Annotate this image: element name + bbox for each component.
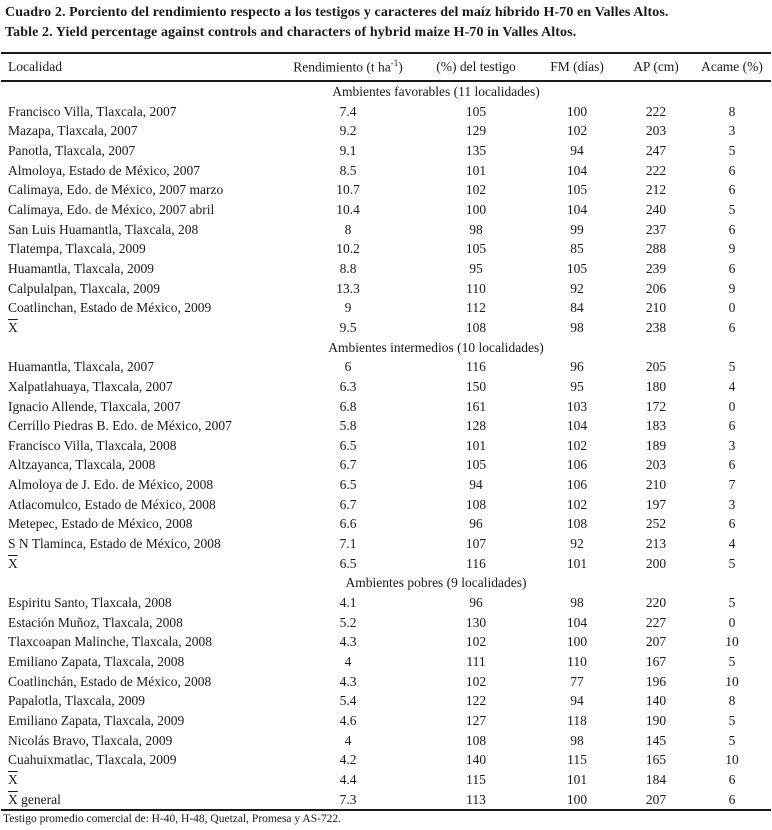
- value-cell: 94: [570, 142, 584, 158]
- table-row: [1, 534, 771, 554]
- value-cell: 6.6: [339, 516, 357, 532]
- value-cell: 0: [728, 398, 736, 414]
- value-cell: 222: [645, 103, 667, 119]
- value-cell: 4.3: [339, 634, 357, 650]
- value-cell: 103: [566, 398, 588, 414]
- col-ap-cm: AP (cm): [619, 53, 693, 81]
- value-cell: 4.1: [339, 595, 357, 611]
- localidad-cell: Huamantla, Tlaxcala, 2007: [8, 359, 154, 375]
- table-caption: [0, 0, 772, 43]
- localidad-cell: S N Tlaminca, Estado de México, 2008: [8, 536, 221, 552]
- value-cell: 3: [728, 437, 736, 453]
- value-cell: 122: [465, 693, 487, 709]
- section-header-row: [1, 573, 771, 593]
- value-cell: 7.4: [339, 103, 357, 119]
- table-row: [1, 357, 771, 377]
- value-cell: 8.5: [339, 162, 357, 178]
- value-cell: 212: [645, 182, 667, 198]
- localidad-cell: Espiritu Santo, Tlaxcala, 2008: [8, 595, 172, 611]
- value-cell: 5.2: [339, 614, 357, 630]
- value-cell: 4.3: [339, 673, 357, 689]
- value-cell: 10: [725, 673, 739, 689]
- table-row: [1, 180, 771, 200]
- value-cell: 210: [645, 300, 667, 316]
- mean-value-cell: 101: [566, 555, 588, 571]
- mean-row: [1, 770, 771, 790]
- mean-label-cell: [1, 318, 279, 338]
- section-header-label: Ambientes intermedios (10 localidades): [328, 339, 544, 355]
- value-cell: 196: [645, 673, 667, 689]
- mean-value-cell: 207: [645, 791, 667, 807]
- value-cell: 9.2: [339, 123, 357, 139]
- mean-label-suffix: general: [17, 791, 61, 807]
- value-cell: 10.7: [336, 182, 360, 198]
- value-cell: 77: [570, 673, 584, 689]
- localidad-cell: Coatlinchan, Estado de México, 2009: [8, 300, 212, 316]
- mean-value-cell: 7.3: [339, 791, 357, 807]
- value-cell: 128: [465, 418, 487, 434]
- mean-value-cell: 6: [728, 791, 736, 807]
- value-cell: 9.1: [339, 142, 357, 158]
- value-cell: 4.2: [339, 752, 357, 768]
- table-title-english: Table 2. Yield percentage against controls and characters of hybrid maize H-70 in Valles Altos.: [5, 25, 577, 40]
- value-cell: 108: [465, 496, 487, 512]
- value-cell: 130: [465, 614, 487, 630]
- mean-value-cell: 100: [566, 791, 588, 807]
- table-row: [1, 691, 771, 711]
- value-cell: 94: [570, 693, 584, 709]
- value-cell: 108: [465, 732, 487, 748]
- localidad-cell: San Luis Huamantla, Tlaxcala, 208: [8, 221, 199, 237]
- value-cell: 101: [465, 437, 487, 453]
- section-header-label: Ambientes favorables (11 localidades): [332, 84, 540, 99]
- mean-value-cell: 9.5: [339, 319, 357, 335]
- value-cell: 222: [645, 162, 667, 178]
- table-row: [1, 102, 771, 122]
- value-cell: 100: [566, 634, 588, 650]
- table-row: [1, 731, 771, 751]
- value-cell: 150: [465, 378, 487, 394]
- localidad-cell: Atlacomulco, Estado de México, 2008: [8, 496, 216, 512]
- localidad-cell: Xalpatlahuaya, Tlaxcala, 2007: [8, 378, 173, 394]
- value-cell: 3: [728, 496, 736, 512]
- localidad-cell: Coatlinchán, Estado de México, 2008: [8, 673, 212, 689]
- value-cell: 6: [728, 221, 736, 237]
- value-cell: 102: [566, 437, 588, 453]
- table-row: [1, 475, 771, 495]
- value-cell: 96: [469, 595, 483, 611]
- mean-value-cell: 98: [570, 319, 584, 335]
- value-cell: 6.8: [339, 398, 357, 414]
- table-row: [1, 613, 771, 633]
- table-row: [1, 495, 771, 515]
- mean-value-cell: 6: [728, 319, 736, 335]
- value-cell: 102: [465, 673, 487, 689]
- value-cell: 6: [728, 182, 736, 198]
- mean-xbar-symbol: $\overline{X}$: [8, 555, 18, 571]
- value-cell: 239: [645, 260, 667, 276]
- value-cell: 106: [566, 457, 588, 473]
- value-cell: 92: [570, 280, 584, 296]
- col-localidad: Localidad: [1, 53, 279, 81]
- value-cell: 5: [728, 595, 736, 611]
- localidad-cell: Almoloya de J. Edo. de México, 2008: [8, 477, 214, 493]
- mean-label-cell: [1, 790, 279, 810]
- localidad-cell: Ignacio Allende, Tlaxcala, 2007: [8, 398, 181, 414]
- value-cell: 95: [469, 260, 483, 276]
- value-cell: 206: [645, 280, 667, 296]
- value-cell: 7: [728, 477, 736, 493]
- value-cell: 247: [645, 142, 667, 158]
- col-fm-dias: FM (días): [535, 53, 619, 81]
- table-row: [1, 259, 771, 279]
- table-row: [1, 416, 771, 436]
- table-footnote: Testigo promedio comercial de: H-40, H-48, Quetzal, Promesa y AS-722.: [1, 809, 771, 830]
- mean-xbar-symbol: $\overline{X}$: [8, 771, 18, 787]
- table-row: [1, 239, 771, 259]
- value-cell: 6: [728, 457, 736, 473]
- localidad-cell: Cerrillo Piedras B. Edo. de México, 2007: [8, 418, 232, 434]
- value-cell: 4: [344, 654, 352, 670]
- table-header: [1, 53, 771, 81]
- table-row: [1, 377, 771, 397]
- value-cell: 183: [645, 418, 667, 434]
- value-cell: 9: [728, 280, 736, 296]
- mean-label-cell: [1, 770, 279, 790]
- value-cell: 107: [465, 536, 487, 552]
- localidad-cell: Emiliano Zapata, Tlaxcala, 2008: [8, 654, 185, 670]
- value-cell: 6.5: [339, 437, 357, 453]
- value-cell: 135: [465, 142, 487, 158]
- value-cell: 288: [645, 241, 667, 257]
- table-row: [1, 632, 771, 652]
- value-cell: 94: [469, 477, 483, 493]
- value-cell: 5: [728, 654, 736, 670]
- value-cell: 5: [728, 713, 736, 728]
- value-cell: 108: [566, 516, 588, 532]
- value-cell: 6: [728, 516, 736, 532]
- value-cell: 100: [566, 103, 588, 119]
- value-cell: 140: [645, 693, 667, 709]
- value-cell: 10.4: [336, 201, 360, 217]
- value-cell: 237: [645, 221, 667, 237]
- mean-value-cell: 116: [466, 555, 486, 571]
- value-cell: 6.7: [339, 457, 357, 473]
- value-cell: 203: [645, 123, 667, 139]
- value-cell: 8: [728, 693, 736, 709]
- value-cell: 98: [469, 221, 483, 237]
- value-cell: 5: [728, 201, 736, 217]
- value-cell: 5: [728, 732, 736, 748]
- value-cell: 102: [566, 496, 588, 512]
- value-cell: 6: [728, 260, 736, 276]
- value-cell: 85: [570, 241, 584, 257]
- localidad-cell: Almoloya, Estado de México, 2007: [8, 162, 200, 178]
- localidad-cell: Tlaxcoapan Malinche, Tlaxcala, 2008: [8, 634, 213, 650]
- value-cell: 4: [344, 732, 352, 748]
- value-cell: 105: [566, 260, 588, 276]
- table-row: [1, 220, 771, 240]
- table-row: [1, 436, 771, 456]
- value-cell: 10.2: [336, 241, 360, 257]
- col-rendimiento: Rendimiento (t $ha^{-1}$): [279, 53, 417, 81]
- table-row: [1, 672, 771, 692]
- table-row: [1, 200, 771, 220]
- value-cell: 6: [344, 359, 352, 375]
- value-cell: 129: [465, 123, 487, 139]
- mean-value-cell: 200: [645, 555, 667, 571]
- mean-value-cell: 6.5: [339, 555, 357, 571]
- localidad-cell: Altzayanca, Tlaxcala, 2008: [8, 457, 156, 473]
- value-cell: 110: [466, 280, 486, 296]
- value-cell: 180: [645, 378, 667, 394]
- localidad-cell: Emiliano Zapata, Tlaxcala, 2009: [8, 713, 185, 728]
- value-cell: 101: [465, 162, 487, 178]
- value-cell: 3: [728, 123, 736, 139]
- table-row: [1, 455, 771, 475]
- section-header-row: [1, 338, 771, 358]
- value-cell: 203: [645, 457, 667, 473]
- localidad-cell: Nicolás Bravo, Tlaxcala, 2009: [8, 732, 173, 748]
- superscript-minus-one: -1: [390, 58, 399, 69]
- table-row: [1, 279, 771, 299]
- value-cell: 165: [645, 752, 667, 768]
- value-cell: 6.3: [339, 378, 357, 394]
- localidad-cell: Metepec, Estado de México, 2008: [8, 516, 193, 532]
- table-row: [1, 161, 771, 181]
- value-cell: 0: [728, 300, 736, 316]
- value-cell: 4: [728, 378, 736, 394]
- value-cell: 4.6: [339, 713, 357, 728]
- value-cell: 227: [645, 614, 667, 630]
- table-row: [1, 652, 771, 672]
- mean-row: [1, 318, 771, 338]
- value-cell: 105: [465, 457, 487, 473]
- value-cell: 96: [570, 359, 584, 375]
- value-cell: 116: [466, 359, 486, 375]
- value-cell: 4: [728, 536, 736, 552]
- value-cell: 102: [465, 182, 487, 198]
- mean-value-cell: 108: [465, 319, 487, 335]
- col-acame-pct: Acame (%): [693, 53, 771, 81]
- value-cell: 5.4: [339, 693, 357, 709]
- value-cell: 96: [469, 516, 483, 532]
- yield-table: [1, 52, 771, 809]
- mean-value-cell: 184: [645, 771, 667, 787]
- table-row: [1, 593, 771, 613]
- value-cell: 0: [728, 614, 736, 630]
- table-row: [1, 514, 771, 534]
- localidad-cell: Papalotla, Tlaxcala, 2009: [8, 693, 145, 709]
- localidad-cell: Panotla, Tlaxcala, 2007: [8, 142, 136, 158]
- value-cell: 10: [725, 634, 739, 650]
- mean-xbar-symbol: $\overline{X}$: [8, 791, 18, 807]
- value-cell: 105: [566, 182, 588, 198]
- value-cell: 6: [728, 418, 736, 434]
- value-cell: 102: [566, 123, 588, 139]
- table-row: [1, 750, 771, 770]
- value-cell: 205: [645, 359, 667, 375]
- value-cell: 213: [645, 536, 667, 552]
- mean-value-cell: 115: [466, 771, 486, 787]
- localidad-cell: Francisco Villa, Tlaxcala, 2008: [8, 437, 177, 453]
- value-cell: 7.1: [339, 536, 357, 552]
- value-cell: 92: [570, 536, 584, 552]
- value-cell: 84: [570, 300, 584, 316]
- value-cell: 190: [645, 713, 667, 728]
- value-cell: 13.3: [336, 280, 360, 296]
- value-cell: 167: [645, 654, 667, 670]
- mean-value-cell: 4.4: [339, 771, 357, 787]
- value-cell: 98: [570, 595, 584, 611]
- value-cell: 95: [570, 378, 584, 394]
- value-cell: 6.7: [339, 496, 357, 512]
- table-title-spanish: Cuadro 2. Porciento del rendimiento respecto a los testigos y caracteres del maíz híbrido H-70 en Valles Altos.: [5, 5, 669, 20]
- value-cell: 5: [728, 142, 736, 158]
- mean-value-cell: 238: [645, 319, 667, 335]
- value-cell: 104: [566, 201, 588, 217]
- header-row: [1, 53, 771, 81]
- value-cell: 105: [465, 103, 487, 119]
- localidad-cell: Francisco Villa, Tlaxcala, 2007: [8, 103, 177, 119]
- mean-value-cell: 5: [728, 555, 736, 571]
- value-cell: 102: [465, 634, 487, 650]
- value-cell: 189: [645, 437, 667, 453]
- value-cell: 105: [465, 241, 487, 257]
- value-cell: 197: [645, 496, 667, 512]
- localidad-cell: Mazapa, Tlaxcala, 2007: [8, 123, 138, 139]
- table-row: [1, 397, 771, 417]
- localidad-cell: Calimaya, Edo. de México, 2007 marzo: [8, 182, 224, 198]
- value-cell: 10: [725, 752, 739, 768]
- table-row: [1, 121, 771, 141]
- value-cell: 210: [645, 477, 667, 493]
- section-header-label: Ambientes pobres (9 localidades): [345, 575, 527, 591]
- value-cell: 112: [466, 300, 486, 316]
- section-header-row: [1, 81, 771, 102]
- value-cell: 104: [566, 162, 588, 178]
- localidad-cell: Estación Muñoz, Tlaxcala, 2008: [8, 614, 183, 630]
- localidad-cell: Cuahuixmatlac, Tlaxcala, 2009: [8, 752, 177, 768]
- mean-value-cell: 6: [728, 771, 736, 787]
- value-cell: 8: [728, 103, 736, 119]
- value-cell: 8: [344, 221, 352, 237]
- table-row: [1, 298, 771, 318]
- value-cell: 145: [645, 732, 667, 748]
- table-row: [1, 141, 771, 161]
- value-cell: 9: [344, 300, 352, 316]
- value-cell: 104: [566, 614, 588, 630]
- value-cell: 100: [465, 201, 487, 217]
- value-cell: 98: [570, 732, 584, 748]
- localidad-cell: Huamantla, Tlaxcala, 2009: [8, 260, 154, 276]
- table-body: [1, 81, 771, 809]
- localidad-cell: Tlatempa, Tlaxcala, 2009: [8, 241, 146, 257]
- mean-label-cell: [1, 554, 279, 574]
- value-cell: 240: [645, 201, 667, 217]
- value-cell: 115: [567, 752, 587, 768]
- value-cell: 220: [645, 595, 667, 611]
- localidad-cell: Calpulalpan, Tlaxcala, 2009: [8, 280, 160, 296]
- value-cell: 252: [645, 516, 667, 532]
- col-pct-testigo: (%) del testigo: [417, 53, 535, 81]
- value-cell: 9: [728, 241, 736, 257]
- value-cell: 161: [465, 398, 487, 414]
- value-cell: 140: [465, 752, 487, 768]
- mean-value-cell: 113: [466, 791, 486, 807]
- value-cell: 106: [566, 477, 588, 493]
- mean-xbar-symbol: $\overline{X}$: [8, 319, 18, 335]
- value-cell: 104: [566, 418, 588, 434]
- value-cell: 8.8: [339, 260, 357, 276]
- value-cell: 111: [466, 654, 486, 670]
- value-cell: 207: [645, 634, 667, 650]
- value-cell: 127: [465, 713, 487, 728]
- value-cell: 118: [567, 713, 587, 728]
- mean-row: [1, 790, 771, 810]
- mean-row: [1, 554, 771, 574]
- value-cell: 110: [567, 654, 587, 670]
- table-row: [1, 711, 771, 731]
- value-cell: 6: [728, 162, 736, 178]
- value-cell: 99: [570, 221, 584, 237]
- value-cell: 5.8: [339, 418, 357, 434]
- localidad-cell: Calimaya, Edo. de México, 2007 abril: [8, 201, 215, 217]
- value-cell: 172: [645, 398, 667, 414]
- value-cell: 5: [728, 359, 736, 375]
- value-cell: 6.5: [339, 477, 357, 493]
- mean-value-cell: 101: [566, 771, 588, 787]
